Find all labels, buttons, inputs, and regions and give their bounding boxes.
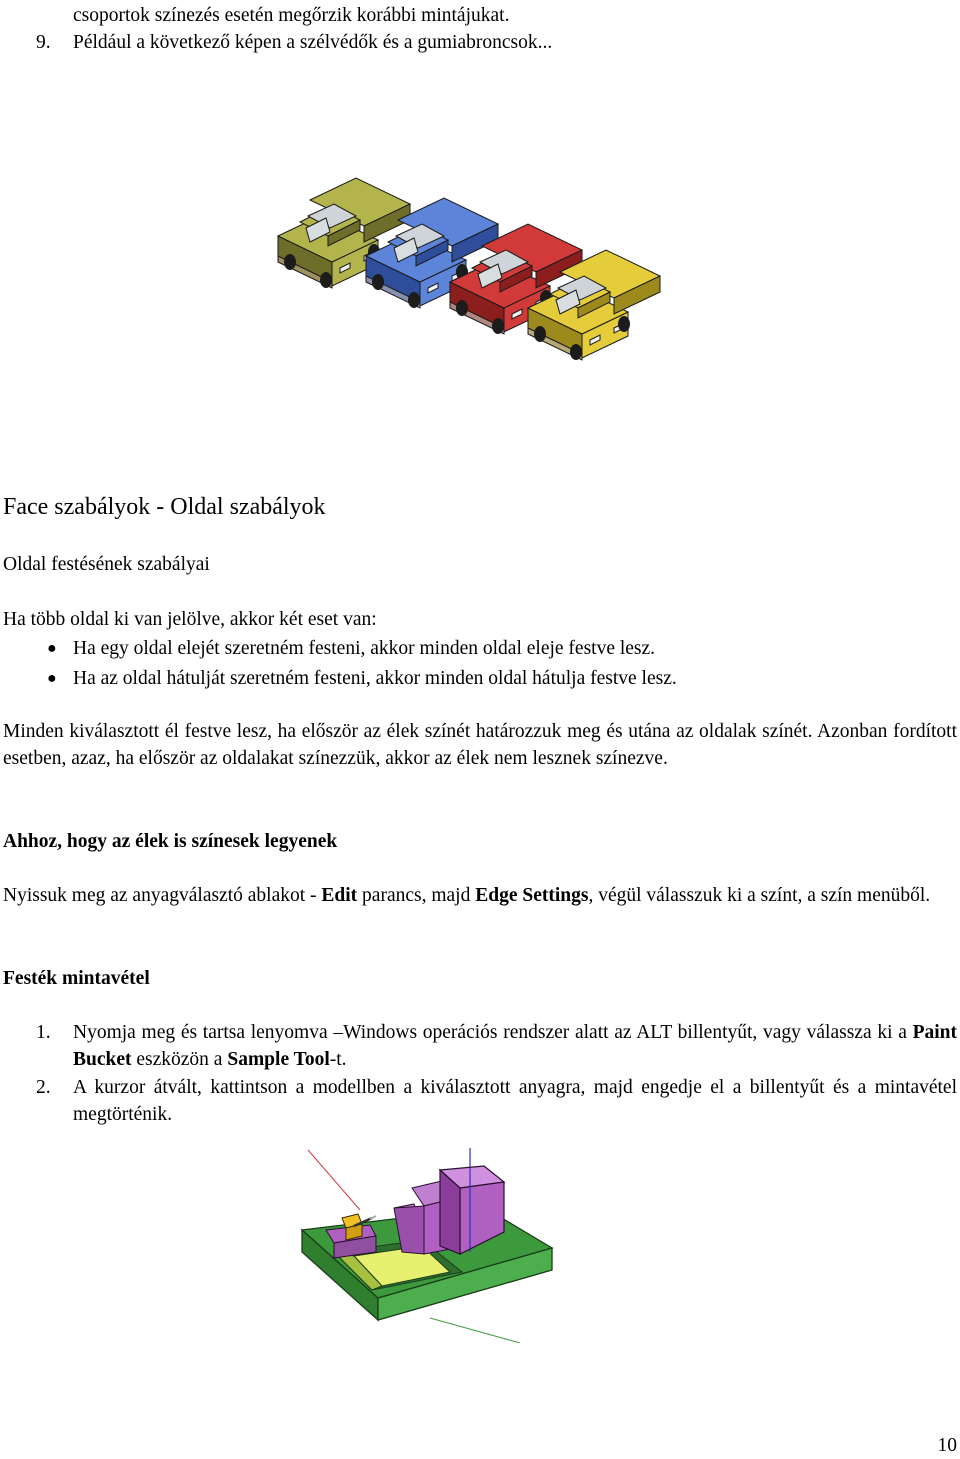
list-item: [0, 1019, 960, 1075]
list-item: [0, 665, 960, 695]
bullet-icon: ●: [47, 670, 57, 687]
red-axis: [308, 1150, 360, 1210]
page-number: 10: [937, 1435, 957, 1456]
list-number: 1.: [36, 1022, 51, 1043]
list-item-text: Nyomja meg és tartsa lenyomva –Windows operációs rendszer alatt az ALT billentyűt, vagy válassza ki a Paint Bucket eszközön a Sample Tool-t.: [73, 1022, 957, 1070]
list-item-text: A kurzor átvált, kattintson a modellben a kiválasztott anyagra, majd engedje el a billentyűt és a mintavétel megtörténik.: [73, 1077, 957, 1125]
list-number: 2.: [36, 1077, 51, 1098]
edges-heading: Ahhoz, hogy az élek is színesek legyenek: [3, 831, 338, 852]
bullet-text: Ha egy oldal elejét szeretném festeni, akkor minden oldal eleje festve lesz.: [73, 638, 656, 659]
cars-illustration: [270, 170, 690, 380]
list-item: [0, 1074, 960, 1130]
bullet-icon: ●: [47, 640, 57, 657]
section-title: Face szabályok - Oldal szabályok: [3, 494, 326, 520]
tire-icon: [284, 254, 296, 270]
bullet-list: [0, 635, 960, 695]
tire-icon: [618, 316, 630, 332]
bullet-text: Ha az oldal hátulját szeretném festeni, akkor minden oldal hátulja festve lesz.: [73, 668, 677, 689]
tire-icon: [534, 326, 546, 342]
tire-icon: [320, 272, 332, 288]
sample-heading: Festék mintavétel: [3, 968, 150, 989]
tire-icon: [570, 344, 582, 360]
list-number-9: 9.: [36, 32, 51, 53]
section-subtitle: Oldal festésének szabályai: [3, 554, 210, 575]
edges-paragraph: Nyissuk meg az anyagválasztó ablakot - Edit parancs, majd Edge Settings, végül válasszuk ki a színt, a szín menüből.: [3, 885, 931, 906]
tire-icon: [492, 318, 504, 334]
model-illustration: [290, 1148, 590, 1343]
tire-icon: [456, 300, 468, 316]
green-axis: [430, 1318, 520, 1343]
continuation-line: csoportok színezés esetén megőrzik korábbi mintájukat.: [73, 5, 510, 26]
tire-icon: [372, 274, 384, 290]
list-item: [0, 635, 960, 665]
edge-paint-paragraph: Minden kiválasztott él festve lesz, ha először az élek színét határozzuk meg és utána az oldalak színét. Azonban fordított esetben, azaz, ha először az oldalakat színezzük, akkor az élek nem lesznek színezve.: [3, 721, 957, 769]
intro-text: Ha több oldal ki van jelölve, akkor két eset van:: [3, 609, 377, 630]
list-item-9-text: Például a következő képen a szélvédők és a gumiabroncsok...: [73, 32, 553, 53]
tire-icon: [408, 292, 420, 308]
